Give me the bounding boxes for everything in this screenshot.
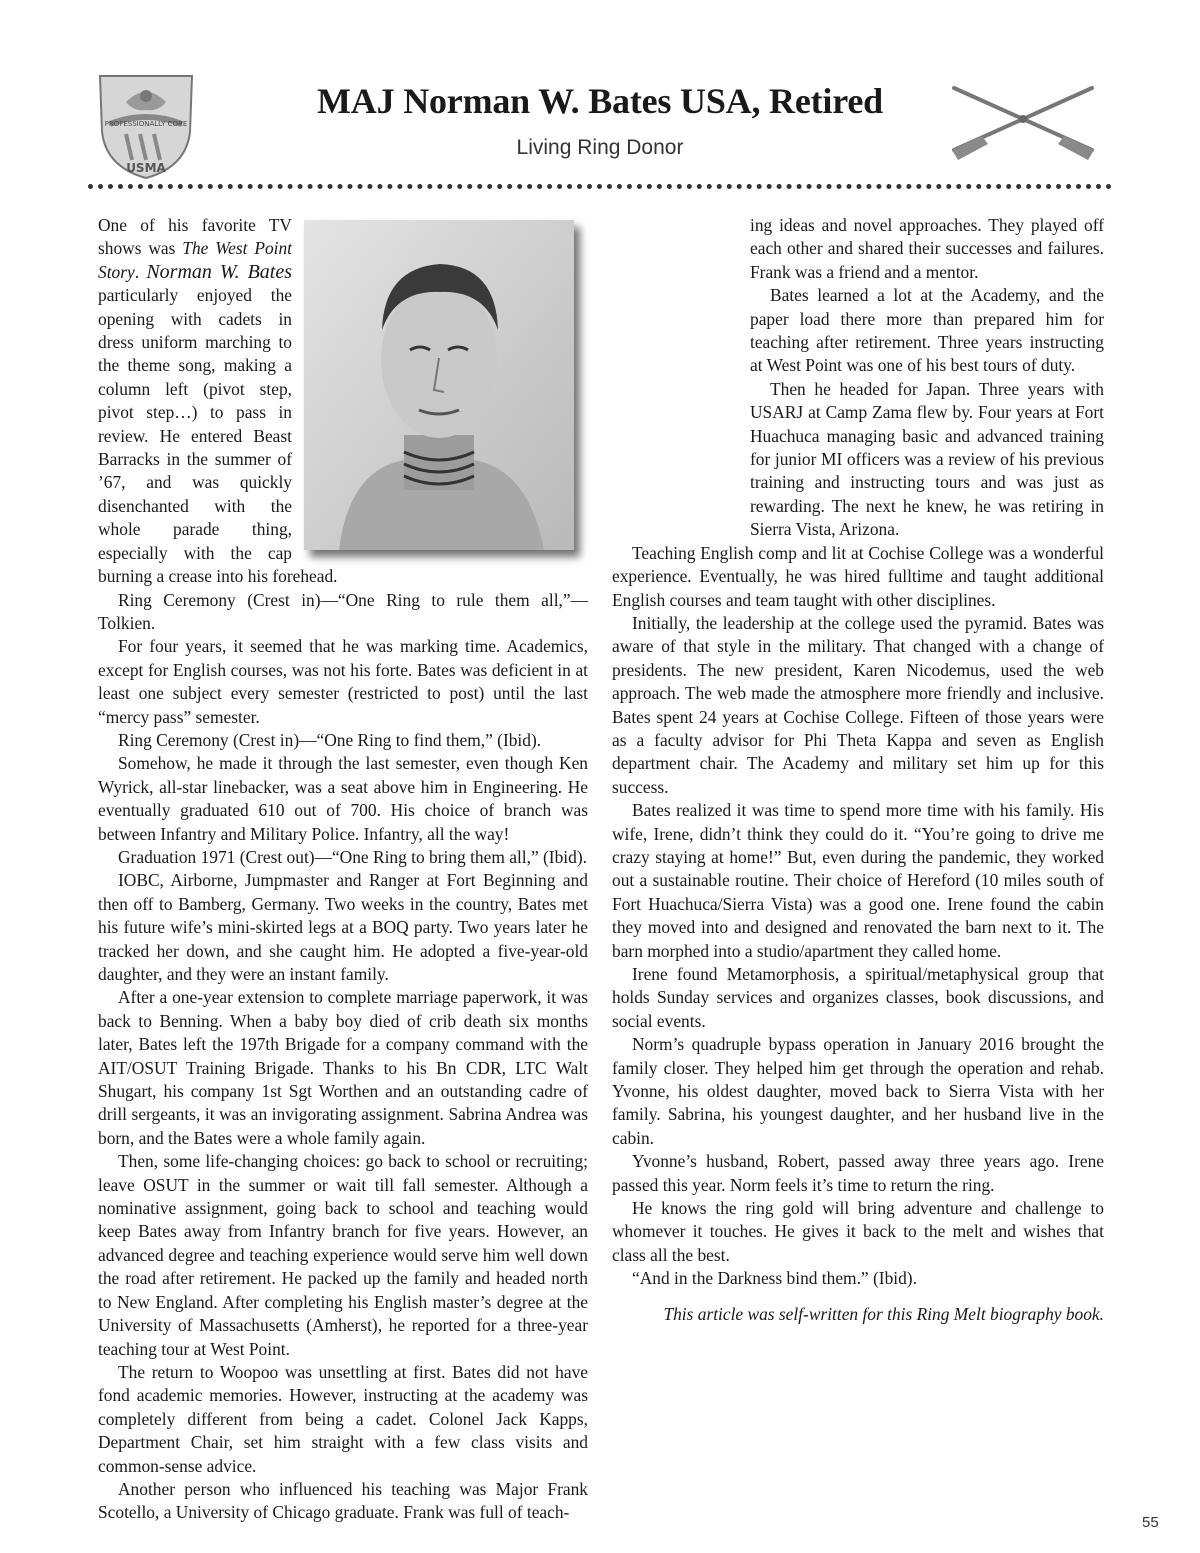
page-number: 55 — [1142, 1514, 1159, 1531]
paragraph: “And in the Darkness bind them.” (Ibid). — [632, 1268, 917, 1289]
page-title: MAJ Norman W. Bates USA, Retired — [317, 81, 883, 121]
left-column — [98, 214, 588, 1525]
page-subtitle: Living Ring Donor — [516, 136, 684, 159]
paragraph: Bates learned a lot at the Academy, and the paper load there more than prepared him for teaching after retirement. Three years instructing at West Point was one of his best tours of duty. — [750, 285, 1104, 376]
paragraph: Yvonne’s husband, Robert, passed away three years ago. Irene passed this year. Norm feels it’s time to return the ring. — [612, 1151, 1104, 1195]
paragraph: One of his favorite TV shows was The West Point Story. Norman W. Bates particularly enjoyed the opening with cadets in dress uniform marching to the theme song, making a column left (pivot step, pivot step…) to pass in review. He entered Beast Barracks in the summer of ’67, and was quickly disenchanted with the whole parade thing, especially with the cap burning a crease into his forehead. — [98, 215, 338, 587]
paragraph: Another person who influenced his teaching was Major Frank Scotello, a University of Chicago graduate. Frank was full of teach- — [98, 1478, 588, 1523]
paragraph: Graduation 1971 (Crest out)—“One Ring to bring them all,” (Ibid). — [118, 846, 587, 867]
paragraph: Ring Ceremony (Crest in)—“One Ring to find them,” (Ibid). — [118, 729, 542, 750]
paragraph: Ring Ceremony (Crest in)—“One Ring to rule them all,”—Tolkien. — [98, 589, 588, 633]
paragraph: Somehow, he made it through the last semester, even though Ken Wyrick, all-star linebacker, was a seat above him in Engineering. He eventually graduated 610 out of 700. His choice of branch was between Infantry and Military Police. Infantry, all the way! — [98, 753, 588, 844]
svg-text:USMA: USMA — [126, 161, 166, 175]
svg-text:PROFESSIONALLY CORE: PROFESSIONALLY CORE — [104, 120, 188, 128]
paragraph: For four years, it seemed that he was marking time. Academics, except for English courses, was not his forte. Bates was deficient in at least one subject every semester (restricted to post) until the last “mercy pass” semester. — [98, 636, 588, 727]
paragraph: Then he headed for Japan. Three years with USARJ at Camp Zama flew by. Four years at Fort Huachuca managing basic and advanced training for junior MI officers was a review of his previous training and instructing tours and was just as rewarding. The next he knew, he was retiring in Sierra Vista, Arizona. — [750, 378, 1104, 540]
page-header — [0, 0, 1200, 200]
paragraph: After a one-year extension to complete marriage paperwork, it was back to Benning. When a baby boy died of crib death six months later, Bates left the 197th Brigade for a company command with the AIT/OSUT Training Brigade. Thanks to his Bn CDR, LTC Walt Shugart, his company 1st Sgt Worthen and an outstanding cadre of drill sergeants, it was an invigorating assignment. Sabrina Andrea was born, and the Bates were a whole family again. — [98, 987, 588, 1148]
paragraph: Teaching English comp and lit at Cochise College was a wonderful experience. Eventually, he was hired fulltime and taught additional English courses and team taught with other disciplines. — [612, 542, 1104, 610]
paragraph: ing ideas and novel approaches. They played off each other and shared their successes and failures. Frank was a friend and a mentor. — [750, 215, 1104, 282]
paragraph: The return to Woopoo was unsettling at first. Bates did not have fond academic memories. However, instructing at the academy was completely different from being a cadet. Colonel Jack Kapps, Department Chair, set him straight with a few class visits and common-sense advice. — [98, 1361, 588, 1476]
portrait-wrap-text — [612, 214, 1104, 542]
paragraph: Norm’s quadruple bypass operation in January 2016 brought the family closer. They helped him get through the operation and rehab. Yvonne, his oldest daughter, moved back to Sierra Vista with her family. Sabrina, his youngest daughter, and her husband live in the cabin. — [612, 1034, 1104, 1148]
crossed-rifles-icon — [948, 80, 1098, 162]
right-column — [612, 214, 1104, 1326]
cadet-portrait-photo — [304, 220, 574, 550]
paragraph: Bates realized it was time to spend more time with his family. His wife, Irene, didn’t think they could do it. “You’re going to drive me crazy staying at home!” But, even during the pandemic, they worked out a sustainable routine. Their choice of Hereford (10 miles south of Fort Huachuca/Sierra Vista) was a good one. Irene found the cabin they moved into and designed and renovated the barn next to it. The barn morphed into a studio/apartment they called home. — [612, 800, 1104, 961]
paragraph: Then, some life-changing choices: go back to school or recruiting; leave OSUT in the summer or wait till fall semester. Although a nominative assignment, going back to school and teaching would keep Bates away from Infantry branch for five years. However, an advanced degree and teaching experience would serve him well down the road after retirement. He packed up the family and headed north to New England. After completing his English master’s degree at the University of Massachusetts (Amherst), he reported for a three-year teaching tour at West Point. — [98, 1151, 588, 1359]
paragraph: IOBC, Airborne, Jumpmaster and Ranger at Fort Beginning and then off to Bamberg, Germany. Two weeks in the country, Bates met his future wife’s mini-skirted legs at a BOQ party. Two years later he tracked her down, and she caught him. He adopted a five-year-old daughter, and they were an instant family. — [98, 870, 588, 984]
paragraph: Irene found Metamorphosis, a spiritual/metaphysical group that holds Sunday services and organizes classes, book discussions, and social events. — [612, 964, 1104, 1031]
paragraph: He knows the ring gold will bring adventure and challenge to whomever it touches. He gives it back to the melt and wishes that class all the best. — [612, 1198, 1104, 1265]
paragraph: Initially, the leadership at the college used the pyramid. Bates was aware of that style in the military. That changed with a change of presidents. The new president, Karen Nicodemus, used the web approach. The web made the atmosphere more friendly and inclusive. Bates spent 24 years at Cochise College. Fifteen of those years were as a faculty advisor for Phi Theta Kappa and seven as English department chair. The Academy and military set him up for this success. — [612, 612, 1104, 797]
header-divider — [88, 184, 1112, 189]
article-credit: This article was self-written for this Ring Melt biography book. — [663, 1303, 1104, 1324]
